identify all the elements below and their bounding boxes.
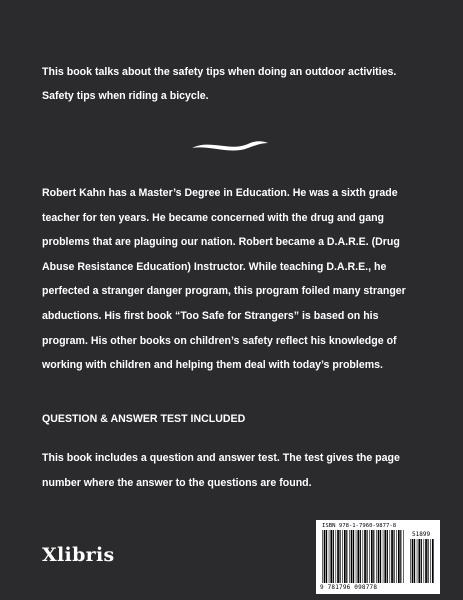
barcode-bar [390,530,391,583]
barcode-bar [373,530,374,583]
barcode-bar [384,530,386,583]
barcode-bar [428,539,429,583]
qa-line: number where the answer to the questions are found. [42,476,312,489]
barcode-bar [346,530,347,583]
barcode-bar [391,530,393,583]
qa-line: This book includes a question and answer test. The test gives the page [42,452,400,464]
isbn-barcode [316,520,440,594]
bio-line: Robert Kahn has a Master’s Degree in Education. He was a sixth grade [42,187,398,199]
barcode-bar [364,530,366,583]
barcode-bar [418,539,420,583]
barcode-bar [353,530,354,583]
barcode-bar [383,530,384,583]
addon-price: 51899 [412,531,431,538]
bio-line: teacher for ten years. He became concerned with the drug and gang [42,211,385,224]
barcode-bar [369,530,370,583]
barcode-bar [357,530,359,583]
barcode-bar [349,530,350,583]
author-bio [42,181,432,378]
barcode-bar [380,530,381,583]
barcode-bar [351,530,353,583]
barcode-bar [333,530,334,583]
bio-line: perfected a stranger danger program, this program foiled many stranger [42,285,406,298]
barcode-bar [363,530,364,583]
barcode-bar [403,530,404,583]
isbn-label: ISBN 978-1-7960-9877-8 [322,523,397,529]
barcode-bar [344,530,346,583]
intro-line-2: Safety tips when riding a bicycle. [42,90,209,102]
barcode-bar [322,530,323,583]
barcode-bar [425,539,427,583]
barcode-bar [337,530,339,583]
barcode-bar [396,530,397,583]
barcode-bar [430,539,431,583]
barcode-bar [410,539,411,583]
qa-description [42,446,432,495]
barcode-bar [356,530,357,583]
barcode-bar [421,539,422,583]
barcode-bar [342,530,343,583]
barcode-bar [329,530,330,583]
barcode-bar [324,530,326,583]
intro-line-1: This book talks about the safety tips when doing an outdoor activities. [42,66,397,78]
bio-line: working with children and helping them deal with today’s problems. [42,359,383,372]
barcode-bar [398,530,400,583]
barcode-bar [340,530,341,583]
barcode-bar [432,539,434,583]
barcode-bar [414,539,415,583]
barcode-bar [376,530,377,583]
bio-line: abductions. His first book “Too Safe for Strangers” is based on his [42,309,379,322]
barcode-bar [378,530,380,583]
bio-line: Abuse Resistance Education) Instructor. While teaching D.A.R.E., he [42,260,387,273]
addon-bars [410,539,434,583]
barcode-bar [330,530,332,583]
barcode-bar [412,539,414,583]
publisher-logo: Xlibris [42,544,115,566]
barcode-bar [400,530,401,583]
barcode-bar [326,530,327,583]
barcode-bar [424,539,425,583]
barcode-bar [417,539,418,583]
ean-digits: 9 781796 098778 [320,584,378,591]
decorative-swash-icon [190,135,270,155]
barcode-bar [336,530,337,583]
bio-line: program. His other books on children’s safety reflect his knowledge of [42,334,397,347]
qa-heading: QUESTION & ANSWER TEST INCLUDED [42,413,246,425]
barcode-bar [394,530,395,583]
barcode-bar [371,530,373,583]
ean-bars [322,530,404,583]
barcode-bar [387,530,388,583]
barcode-bar [360,530,361,583]
barcode-bar [367,530,368,583]
bio-line: problems that are plaguing our nation. Robert became a D.A.R.E. (Drug [42,236,400,249]
